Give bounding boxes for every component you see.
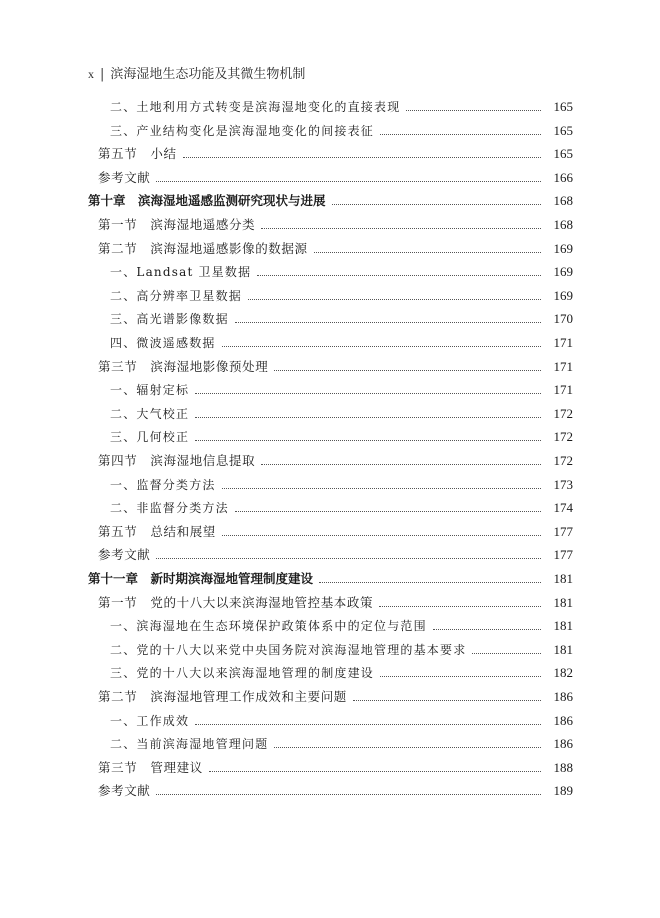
toc-entry-item (0, 710, 660, 732)
toc-leader-dots (195, 723, 541, 725)
toc-entry-section (0, 167, 660, 189)
toc-entry-title: 第一节 党的十八大以来滨海湿地管控基本政策 (98, 594, 374, 610)
toc-leader-dots (406, 109, 541, 111)
toc-entry-item (0, 285, 660, 307)
toc-leader-dots (274, 369, 541, 371)
toc-leader-dots (319, 581, 541, 583)
toc-leader-dots (222, 487, 541, 489)
toc-leader-dots (209, 770, 541, 772)
toc-entry-item (0, 662, 660, 684)
toc-entry-page: 186 (553, 689, 573, 704)
toc-entry-page: 177 (553, 547, 573, 563)
toc-entry-title: 第三节 管理建议 (98, 759, 203, 775)
toc-entry-item (0, 96, 660, 118)
toc-entry-title: 三、党的十八大以来滨海湿地管理的制度建设 (110, 666, 375, 681)
toc-entry-page: 172 (553, 429, 573, 445)
toc-entry-title: 二、党的十八大以来党中央国务院对滨海湿地管理的基本要求 (110, 642, 467, 657)
toc-entry-page: 166 (553, 169, 573, 185)
toc-entry-page: 177 (553, 523, 573, 539)
toc-leader-dots (433, 628, 541, 630)
toc-leader-dots (380, 675, 541, 677)
toc-leader-dots (195, 416, 541, 418)
toc-entry-item (0, 497, 660, 519)
toc-leader-dots (332, 203, 541, 205)
toc-entry-page: 189 (553, 783, 573, 799)
toc-entry-section (0, 686, 660, 708)
toc-leader-dots (183, 156, 541, 158)
toc-entry-page: 174 (553, 500, 573, 516)
toc-entry-title: 二、高分辨率卫星数据 (110, 288, 243, 303)
toc-entry-title: 第十一章 新时期滨海湿地管理制度建设 (88, 571, 314, 586)
header-book-title: 滨海湿地生态功能及其微生物机制 (110, 67, 306, 82)
toc-entry-page: 186 (553, 712, 573, 728)
toc-leader-dots (314, 251, 541, 253)
toc-leader-dots (257, 274, 541, 276)
toc-entry-title: 参考文献 (98, 547, 151, 563)
toc-entry-item (0, 120, 660, 142)
toc-entry-page: 186 (553, 736, 573, 752)
toc-entry-chapter (0, 190, 660, 212)
toc-leader-dots (261, 227, 541, 229)
toc-entry-page: 168 (553, 193, 573, 209)
toc-entry-page: 169 (553, 264, 573, 280)
toc-leader-dots (472, 652, 541, 654)
toc-entry-page: 171 (553, 358, 573, 374)
toc-entry-title: 一、滨海湿地在生态环境保护政策体系中的定位与范围 (110, 619, 427, 634)
toc-leader-dots (195, 392, 541, 394)
toc-entry-title: 三、产业结构变化是滨海湿地变化的间接表征 (110, 123, 375, 138)
toc-entry-section (0, 214, 660, 236)
toc-entry-section (0, 238, 660, 260)
toc-leader-dots (156, 557, 541, 559)
toc-entry-page: 173 (553, 476, 573, 492)
toc-entry-title: 第一节 滨海湿地遥感分类 (98, 217, 256, 232)
toc-entry-title: 三、高光谱影像数据 (110, 312, 229, 327)
toc-entry-section (0, 521, 660, 543)
toc-entry-title: 第二节 滨海湿地遥感影像的数据源 (98, 240, 308, 256)
toc-entry-page: 172 (553, 453, 573, 468)
toc-entry-page: 188 (553, 759, 573, 775)
toc-entry-title: 二、大气校正 (110, 406, 190, 421)
toc-entry-page: 182 (553, 665, 573, 681)
toc-entry-title: 第十章 滨海湿地遥感监测研究现状与进展 (88, 193, 326, 209)
toc-leader-dots (248, 298, 541, 300)
toc-entry-page: 165 (553, 99, 573, 114)
toc-entry-section (0, 356, 660, 378)
toc-leader-dots (222, 534, 541, 536)
toc-entry-page: 181 (553, 618, 573, 634)
toc-leader-dots (235, 510, 541, 512)
toc-entry-title: 二、非监督分类方法 (110, 501, 229, 516)
toc-entry-title: 参考文献 (98, 169, 151, 185)
toc-leader-dots (261, 463, 541, 465)
toc-entry-item (0, 308, 660, 330)
toc-leader-dots (195, 439, 541, 441)
toc-entry-item (0, 379, 660, 401)
toc-entry-title: 第五节 总结和展望 (98, 523, 216, 539)
toc-entry-title: 第二节 滨海湿地管理工作成效和主要问题 (98, 689, 347, 704)
toc-leader-dots (156, 793, 541, 795)
toc-leader-dots (379, 605, 541, 607)
toc-entry-title: 第四节 滨海湿地信息提取 (98, 453, 256, 468)
toc-entry-page: 165 (553, 146, 573, 162)
toc-leader-dots (353, 699, 541, 701)
header-separator: | (100, 67, 105, 82)
toc-entry-page: 171 (553, 335, 573, 350)
toc-entry-title: 一、辐射定标 (110, 383, 190, 398)
toc-entry-page: 165 (553, 122, 573, 138)
toc-entry-item (0, 403, 660, 425)
toc-entry-page: 168 (553, 217, 573, 232)
toc-entry-title: 一、工作成效 (110, 713, 190, 728)
toc-entry-title: 四、微波遥感数据 (110, 336, 216, 350)
toc-entry-page: 169 (553, 287, 573, 303)
toc-entry-title: 第五节 小结 (98, 146, 177, 162)
toc-entry-title: 一、监督分类方法 (110, 477, 216, 492)
toc-entry-item (0, 474, 660, 496)
toc-entry-page: 181 (553, 571, 573, 586)
toc-leader-dots (222, 345, 541, 347)
toc-entry-item (0, 332, 660, 354)
toc-entry-item (0, 615, 660, 637)
toc-entry-title: 二、土地利用方式转变是滨海湿地变化的直接表现 (110, 100, 401, 114)
toc-entry-section (0, 450, 660, 472)
toc-leader-dots (274, 746, 541, 748)
toc-entry-item (0, 261, 660, 283)
toc-leader-dots (235, 321, 541, 323)
header-page-number: x (88, 67, 94, 81)
toc-entry-page: 169 (553, 240, 573, 256)
toc-entry-item (0, 426, 660, 448)
toc-entry-page: 170 (553, 311, 573, 327)
toc-entry-page: 171 (553, 382, 573, 398)
toc-entry-title: 参考文献 (98, 783, 151, 799)
toc-entry-chapter (0, 568, 660, 590)
toc-entry-item (0, 639, 660, 661)
toc-entry-page: 181 (553, 594, 573, 610)
toc-entry-section (0, 757, 660, 779)
toc-entry-title: 一、Landsat 卫星数据 (110, 265, 252, 280)
toc-entry-section (0, 592, 660, 614)
toc-entry-title: 三、几何校正 (110, 430, 190, 445)
toc-entry-title: 第三节 滨海湿地影像预处理 (98, 358, 269, 374)
toc-leader-dots (156, 180, 541, 182)
toc-entry-section (0, 143, 660, 165)
toc-entry-page: 181 (553, 641, 573, 657)
toc-entry-page: 172 (553, 405, 573, 421)
running-header (88, 63, 305, 82)
toc-entry-section (0, 544, 660, 566)
toc-entry-item (0, 733, 660, 755)
toc-entry-section (0, 780, 660, 802)
toc-entry-title: 二、当前滨海湿地管理问题 (110, 737, 269, 752)
toc-leader-dots (380, 133, 541, 135)
